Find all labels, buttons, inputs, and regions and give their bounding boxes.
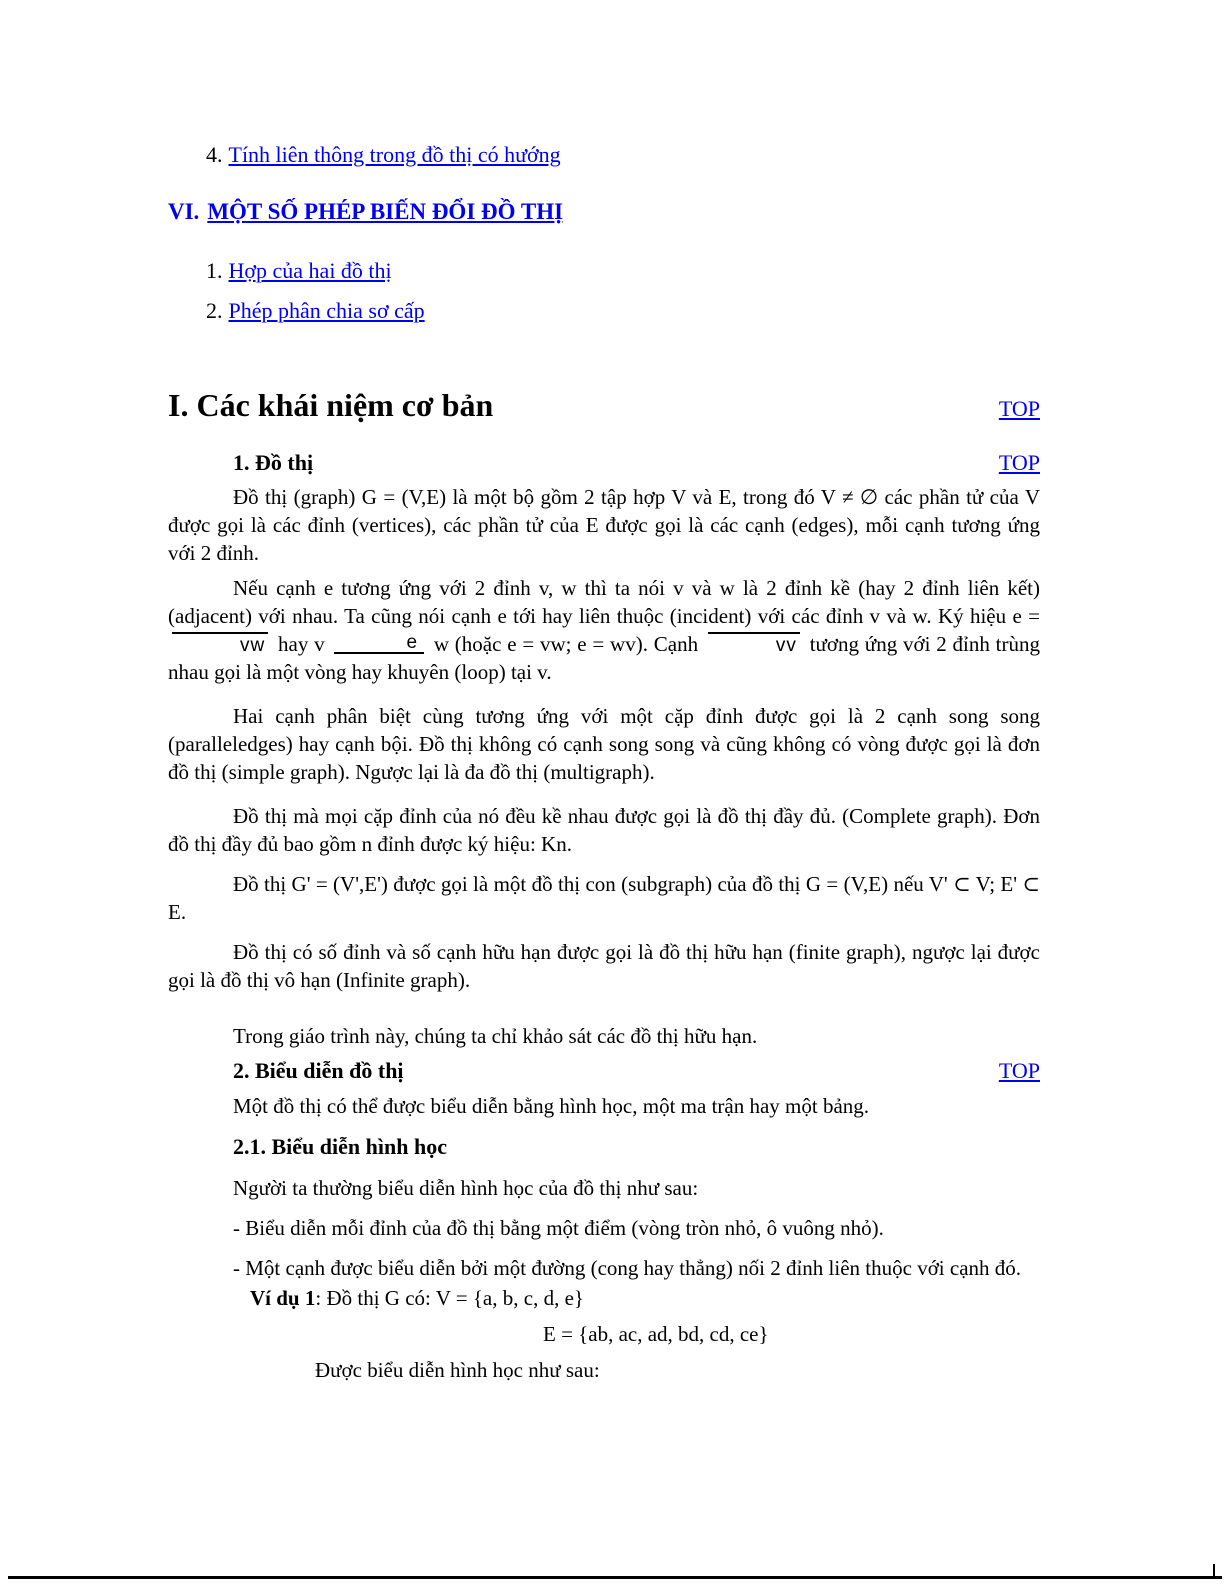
paragraph-definition: Đồ thị (graph) G = (V,E) là một bộ gồm 2 tập hợp V và E, trong đó V ≠ ∅ các phần tử của V được gọi là các đỉnh (vertices), các phần tử của E được gọi là các cạnh (edges), mỗi cạnh tương ứng với 2 đỉnh. xyxy=(168,485,1040,565)
paragraph-subgraph: Đồ thị G' = (V',E') được gọi là một đồ thị con (subgraph) của đồ thị G = (V,E) nếu V' ⊂ V; E' ⊂ E. xyxy=(168,872,1040,924)
formula-vv-overline: vv xyxy=(708,632,800,656)
toc-section-vi-number: VI. xyxy=(168,199,200,224)
formula-vw-overline: vw xyxy=(172,632,268,656)
toc-item-4 xyxy=(206,140,1040,170)
toc-link-phan-chia-so-cap[interactable]: Phép phân chia sơ cấp xyxy=(228,298,425,323)
toc-item-phan-chia xyxy=(206,296,1040,326)
top-link-2[interactable]: TOP xyxy=(998,450,1040,475)
paragraph-edge-notation xyxy=(168,574,1040,686)
paragraph-vertex-rule: - Biểu diễn mỗi đỉnh của đồ thị bằng một điểm (vòng tròn nhỏ, ô vuông nhỏ). xyxy=(233,1216,884,1240)
example-1-vertex-set: : Đồ thị G có: V = {a, b, c, d, e} xyxy=(315,1286,584,1310)
edge-notation-text-2: hay v xyxy=(272,632,331,656)
edge-notation-text-1: Nếu cạnh e tương ứng với 2 đỉnh v, w thì ta nói v và w là 2 đỉnh kề (hay 2 đỉnh liên kết) (adjacent) với nhau. Ta cũng nói cạnh e tới hay liên thuộc (incident) với các đỉnh v và w. Ký hiệu e = xyxy=(168,576,1040,628)
subheading-do-thi: 1. Đồ thị xyxy=(233,450,314,475)
example-1-label: Ví dụ 1 xyxy=(250,1286,316,1310)
formula-e-over-line: e xyxy=(334,633,424,654)
toc-item-4-number: 4. xyxy=(206,142,223,167)
subheading-hinh-hoc: 2.1. Biểu diễn hình học xyxy=(233,1134,447,1159)
table-top-border-line xyxy=(8,1576,1222,1579)
top-link-3[interactable]: TOP xyxy=(998,1058,1040,1083)
paragraph-finite-graph: Đồ thị có số đỉnh và số cạnh hữu hạn được gọi là đồ thị hữu hạn (finite graph), ngược lại được gọi là đồ thị vô hạn (Infinite graph). xyxy=(168,940,1040,992)
paragraph-edge-rule: - Một cạnh được biểu diễn bởi một đường (cong hay thẳng) nối 2 đỉnh liên thuộc với cạnh đó. xyxy=(233,1256,1022,1280)
paragraph-complete-graph: Đồ thị mà mọi cặp đỉnh của nó đều kề nhau được gọi là đồ thị đầy đủ. (Complete graph). Đơn đồ thị đầy đủ bao gồm n đỉnh được ký hiệu: Kn. xyxy=(168,804,1040,856)
edge-notation-text-3: w (hoặc e = vw; e = wv). Cạnh xyxy=(428,632,704,656)
example-1-closing: Được biểu diễn hình học như sau: xyxy=(315,1358,600,1382)
edge-notation-text-4: tương ứng với 2 đỉnh trùng nhau gọi là một vòng hay khuyên (loop) tại v. xyxy=(168,632,1040,684)
toc-item-hop-number: 1. xyxy=(206,258,223,283)
table-border-tick xyxy=(1213,1564,1215,1577)
top-link-1[interactable]: TOP xyxy=(998,396,1040,421)
paragraph-scope-note: Trong giáo trình này, chúng ta chỉ khảo sát các đồ thị hữu hạn. xyxy=(233,1024,758,1048)
example-1-line xyxy=(168,1284,1040,1312)
paragraph-representation-intro: Một đồ thị có thể được biểu diễn bằng hình học, một ma trận hay một bảng. xyxy=(233,1094,870,1118)
toc-item-phan-chia-number: 2. xyxy=(206,298,223,323)
toc-link-hop-do-thi[interactable]: Hợp của hai đồ thị xyxy=(228,258,392,283)
subheading-bieu-dien: 2. Biểu diễn đồ thị xyxy=(233,1058,404,1083)
section-heading: I. Các khái niệm cơ bản xyxy=(168,387,494,423)
subheading-do-thi-row xyxy=(168,448,1040,478)
document-content xyxy=(168,0,1040,1384)
section-heading-row xyxy=(168,384,1040,426)
example-1-edge-set: E = {ab, ac, ad, bd, cd, ce} xyxy=(543,1322,769,1346)
toc-link-lien-thong[interactable]: Tính liên thông trong đồ thị có hướng xyxy=(228,142,561,167)
toc-section-vi xyxy=(168,196,1040,228)
paragraph-geometric-intro: Người ta thường biểu diễn hình học của đồ thị như sau: xyxy=(233,1176,699,1200)
toc-item-hop xyxy=(206,256,1040,286)
paragraph-parallel-edges: Hai cạnh phân biệt cùng tương ứng với một cặp đỉnh được gọi là 2 cạnh song song (paralleledges) hay cạnh bội. Đồ thị không có cạnh song song và cũng không có vòng được gọi là đơn đồ thị (simple graph). Ngược lại là đa đồ thị (multigraph). xyxy=(168,704,1040,784)
subheading-bieu-dien-row xyxy=(168,1056,1040,1086)
toc-link-phep-bien-doi[interactable]: MỘT SỐ PHÉP BIẾN ĐỔI ĐỒ THỊ xyxy=(207,199,564,224)
